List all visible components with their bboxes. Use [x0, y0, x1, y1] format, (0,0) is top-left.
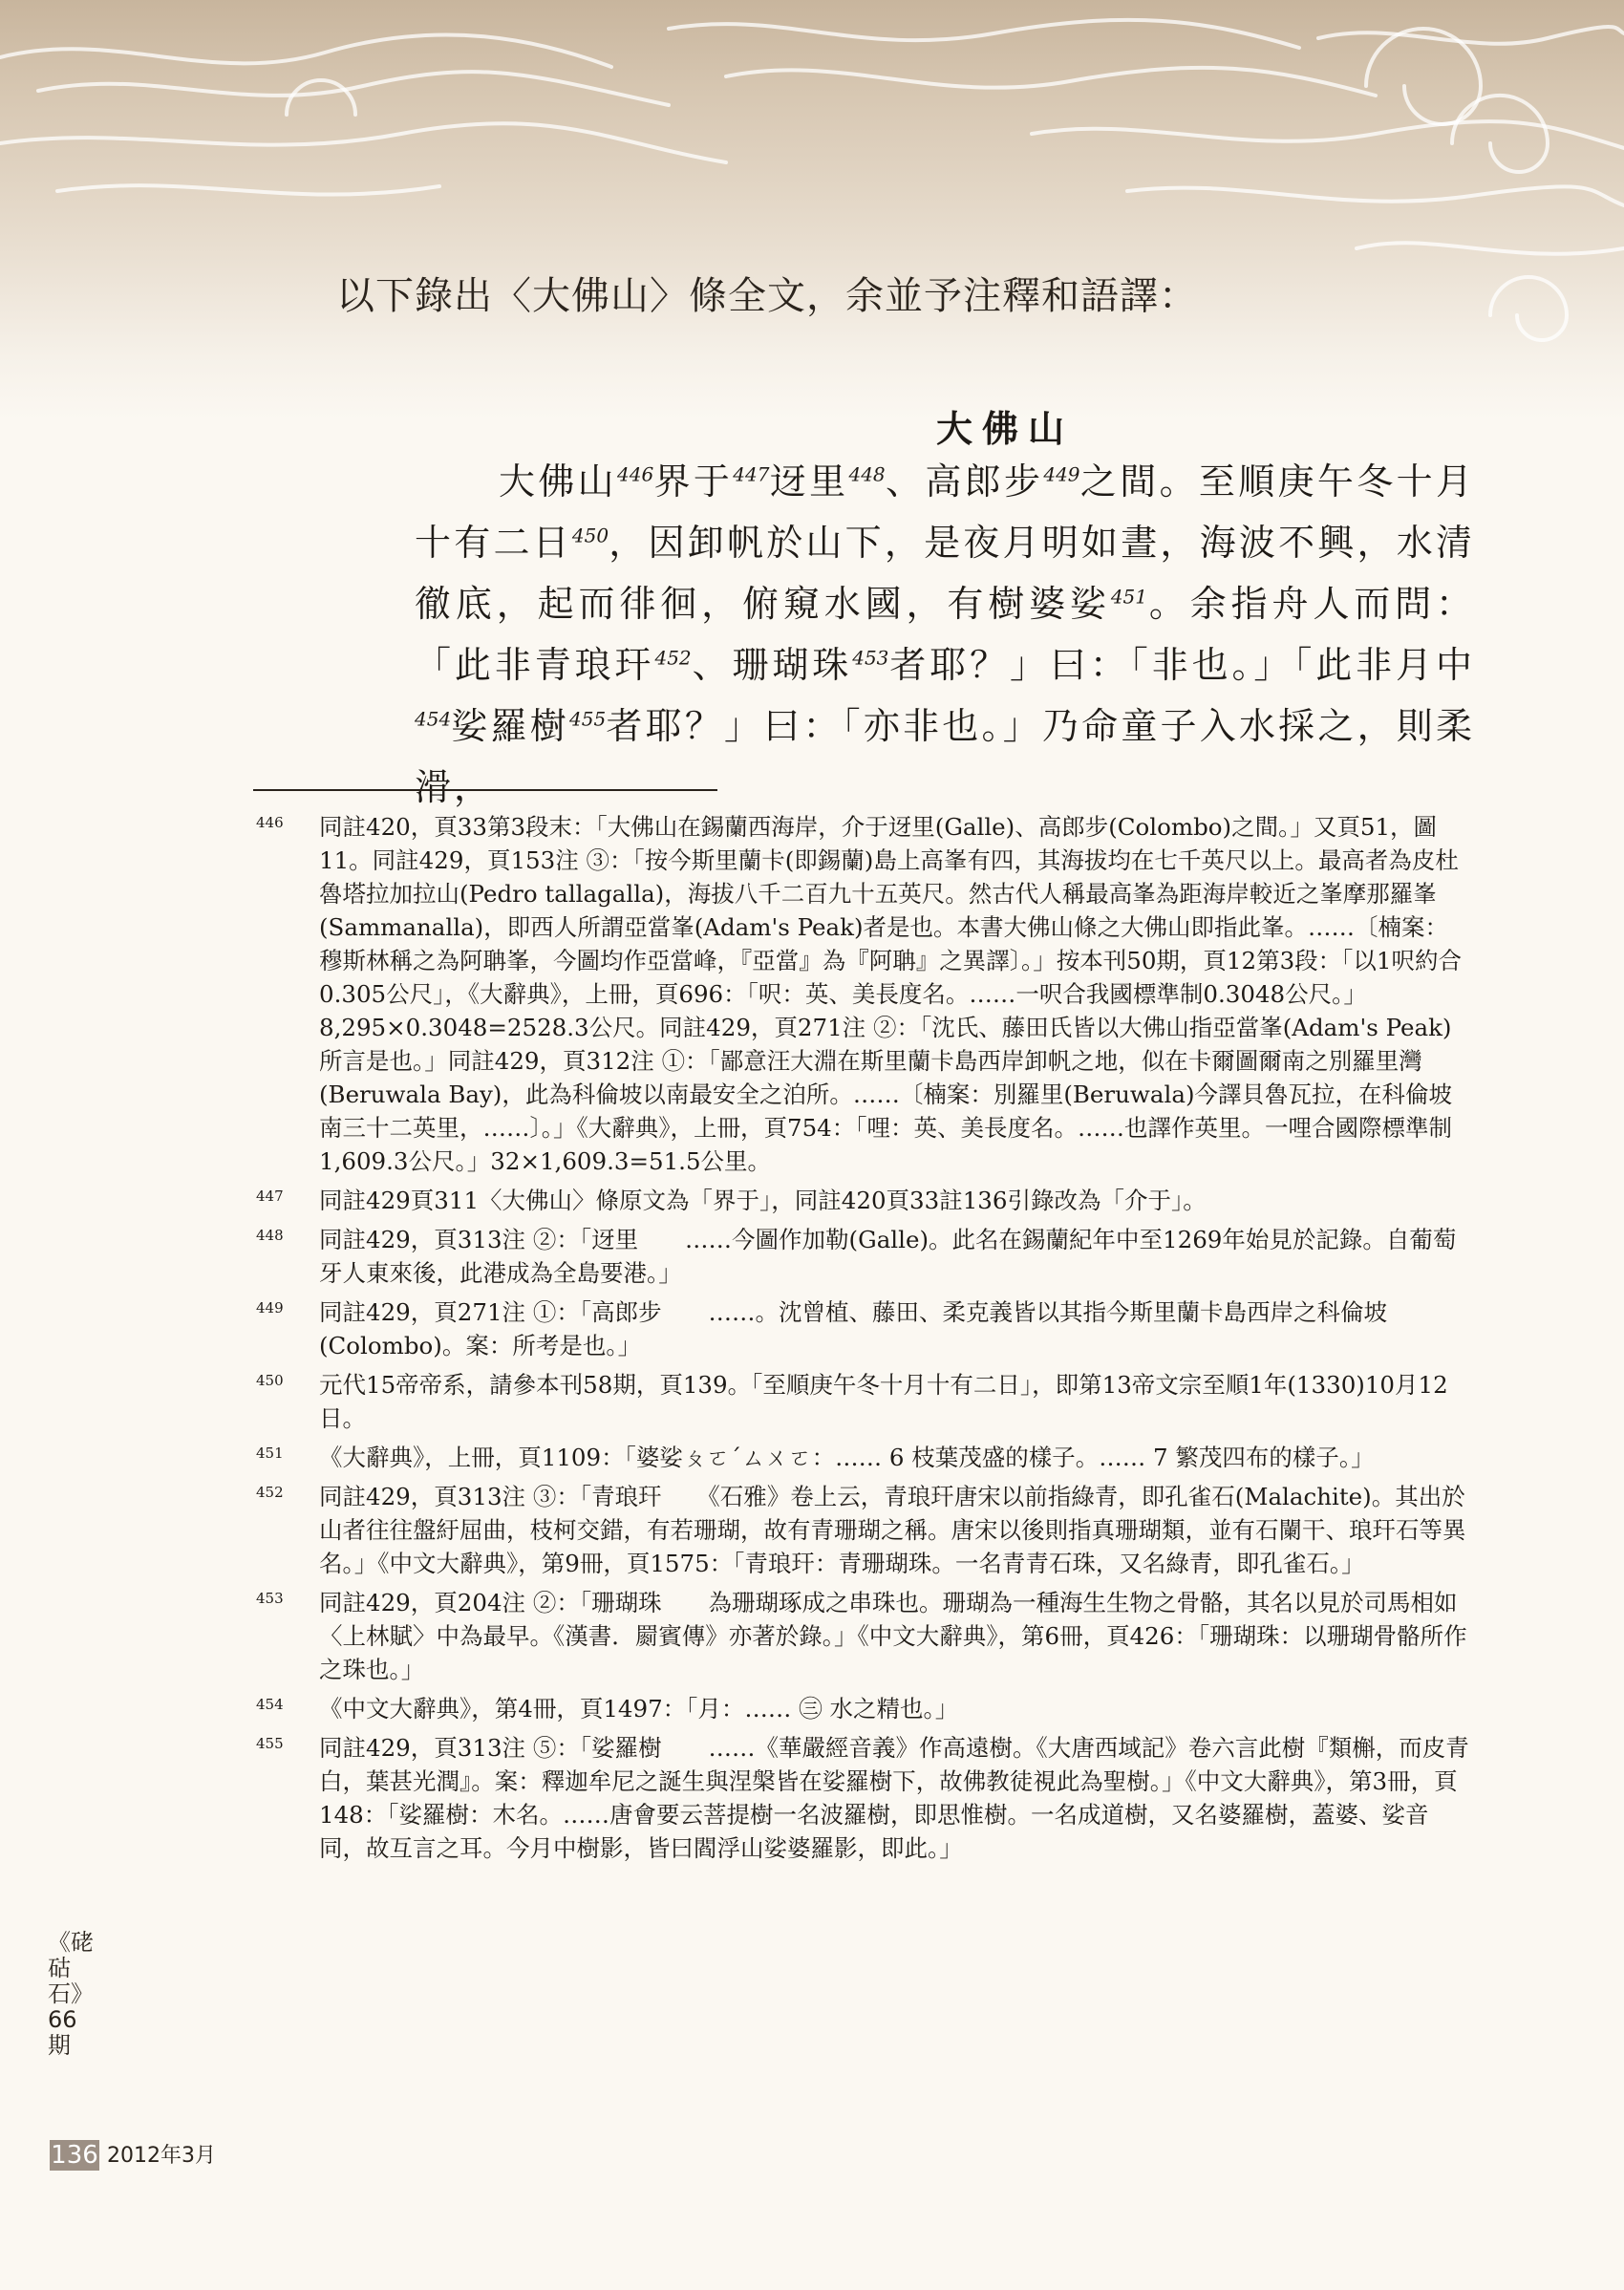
footnote-number: 451 — [256, 1445, 284, 1462]
journal-name: 《硓𥑮石》 — [48, 1929, 94, 2007]
footnote-ref: 455 — [569, 707, 607, 731]
footnote-number: 455 — [256, 1735, 284, 1752]
issue-date: 2012年3月 — [107, 2144, 216, 2168]
footnote-item — [256, 1441, 1469, 1474]
footnote-divider — [253, 789, 717, 791]
page-number: 136 — [51, 2141, 98, 2170]
footnote-item — [256, 1223, 1469, 1290]
footnote-ref: 453 — [852, 646, 889, 670]
footnotes-section — [256, 810, 1469, 1871]
footnote-ref: 449 — [1043, 462, 1080, 486]
footnote-ref: 450 — [571, 524, 609, 547]
footnote-number: 446 — [256, 814, 284, 831]
footnote-number: 454 — [256, 1696, 284, 1713]
passage-text: 者耶？」曰：「非也。」「此非月中 — [888, 644, 1475, 686]
footnote-text: 同註429，頁313注 ⑤：「娑羅樹 ……《華嚴經音義》作高遠樹。《大唐西域記》卷六言此樹『類槲，而皮青白，葉甚光潤』。案：釋迦牟尼之誕生與涅槃皆在娑羅樹下，故佛教徒視此為聖樹。」《中文大辭典》，第3冊，頁148：「娑羅樹：木名。……唐會要云菩提樹一名波羅樹，即思惟樹。一名成道樹，又名婆羅樹，蓋婆、娑音同，故互言之耳。今月中樹影，皆曰閻浮山娑婆羅影，即此。」 — [319, 1734, 1469, 1862]
footnote-ref: 451 — [1110, 585, 1148, 609]
passage-text: 迓里 — [769, 460, 849, 503]
footnote-ref: 454 — [415, 707, 452, 731]
footnote-number: 449 — [256, 1299, 284, 1316]
passage-text: 者耶？」曰：「亦非也。」乃命童子入水採之，則柔滑， — [415, 705, 1475, 808]
passage-text: 之間。至順庚午冬十月十有二日 — [415, 460, 1475, 564]
footnote-text: 《中文大辭典》，第4冊，頁1497：「月：…… ㊂ 水之精也。」 — [319, 1695, 959, 1723]
journal-sidebar — [48, 1929, 94, 2059]
passage-text: 、高郎步 — [885, 460, 1044, 503]
passage-text: 、珊瑚珠 — [691, 644, 853, 686]
footnote-text: 同註429，頁313注 ③：「青琅玕 《石雅》卷上云，青琅玕唐宋以前指綠青，即孔雀石(Malachite)。其出於山者往往盤紆屈曲，枝柯交錯，有若珊瑚，故有青珊瑚之稱。唐宋以後則指真珊瑚類，並有石闌干、琅玕石等異名。」《中文大辭典》，第9冊，頁1575：「青琅玕：青珊瑚珠。一名青青石珠，又名綠青，即孔雀石。」 — [319, 1483, 1466, 1577]
footnote-number: 447 — [256, 1188, 284, 1205]
footnote-text: 《大辭典》，上冊，頁1109：「婆娑ㄆㄛˊㄙㄨㄛ：…… 6 枝葉茂盛的樣子。…… 7 繁茂四布的樣子。」 — [319, 1444, 1375, 1471]
intro-sentence: 以下錄出〈大佛山〉條全文，余並予注釋和語譯： — [336, 274, 1198, 318]
footnote-ref: 447 — [733, 462, 770, 486]
footnote-item — [256, 810, 1469, 1178]
footnote-item — [256, 1184, 1469, 1217]
footnote-item — [256, 1295, 1469, 1362]
cloud-pattern-decoration — [0, 0, 1624, 420]
footnote-number: 450 — [256, 1372, 284, 1389]
footnote-text: 同註429頁311〈大佛山〉條原文為「界于」，同註420頁33註136引錄改為「介于」。 — [319, 1187, 1207, 1214]
passage-text: 。余指舟人而問：「此非青琅玕 — [415, 583, 1475, 686]
passage-text: 大佛山 — [499, 460, 618, 503]
footnote-item — [256, 1692, 1469, 1725]
main-passage-paragraph — [415, 451, 1475, 818]
footnote-text: 同註429，頁313注 ②：「迓里 ……今圖作加勒(Galle)。此名在錫蘭紀年中至1269年始見於記錄。自葡萄牙人東來後，此港成為全島要港。」 — [319, 1226, 1457, 1287]
section-title: 大佛山 — [936, 407, 1075, 450]
footnote-item — [256, 1731, 1469, 1865]
footnote-number: 453 — [256, 1590, 284, 1607]
footnote-text: 同註429，頁271注 ①：「高郎步 ……。沈曾植、藤田、柔克義皆以其指今斯里蘭卡島西岸之科倫坡(Colombo)。案：所考是也。」 — [319, 1298, 1388, 1359]
passage-text: 娑羅樹 — [451, 705, 570, 747]
footnote-number: 452 — [256, 1484, 284, 1501]
footnote-item — [256, 1586, 1469, 1686]
journal-issue: 66期 — [48, 2006, 77, 2059]
main-passage — [415, 451, 1475, 818]
footnote-number: 448 — [256, 1227, 284, 1244]
footnote-ref: 446 — [617, 462, 654, 486]
footnote-item — [256, 1480, 1469, 1580]
footnote-text: 元代15帝帝系，請參本刊58期，頁139。「至順庚午冬十月十有二日」，即第13帝文宗至順1年(1330)10月12日。 — [319, 1371, 1448, 1432]
passage-text: ，因卸帆於山下，是夜月明如晝，海波不興，水清徹底，起而徘徊，俯窺水國，有樹婆娑 — [415, 522, 1475, 625]
footnote-ref: 452 — [654, 646, 692, 670]
passage-text: 界于 — [653, 460, 734, 503]
footnote-item — [256, 1368, 1469, 1435]
footnote-text: 同註429，頁204注 ②：「珊瑚珠 為珊瑚琢成之串珠也。珊瑚為一種海生生物之骨骼，其名以見於司馬相如〈上林賦〉中為最早。《漢書．罽賓傳》亦著於錄。」《中文大辭典》，第6冊，頁426：「珊瑚珠：以珊瑚骨骼所作之珠也。」 — [319, 1589, 1467, 1683]
footnote-ref: 448 — [848, 462, 886, 486]
footnote-text: 同註420，頁33第3段末：「大佛山在錫蘭西海岸，介于迓里(Galle)、高郎步(Colombo)之間。」又頁51，圖11。同註429，頁153注 ③：「按今斯里蘭卡(即錫蘭)島上高峯有四，其海拔均在七千英尺以上。最高者為皮杜魯塔拉加拉山(Pedro tallagalla)，海拔八千二百九十五英尺。然古代人稱最高峯為距海岸較近之峯摩那羅峯(Sammanalla)，即西人所謂亞當峯(Adam's Peak)者是也。本書大佛山條之大佛山即指此峯。……〔楠案：穆斯林稱之為阿聃峯，今圖均作亞當峰，『亞當』為『阿聃』之異譯〕。」按本刊50期，頁12第3段：「以1呎約合0.305公尺」，《大辭典》，上冊，頁696：「呎：英、美長度名。……一呎合我國標準制0.3048公尺。」8,295×0.3048=2528.3公尺。同註429，頁271注 ②：「沈氏、藤田氏皆以大佛山指亞當峯(Adam's Peak)所言是也。」同註429，頁312注 ①：「鄙意汪大淵在斯里蘭卡島西岸卸帆之地，似在卡爾圖爾南之別羅里灣(Beruwala Bay)，此為科倫坡以南最安全之泊所。……〔楠案：別羅里(Beruwala)今譯貝魯瓦拉，在科倫坡南三十二英里，……〕。」《大辭典》，上冊，頁754：「哩：英、美長度名。……也譯作英里。一哩合國際標準制1,609.3公尺。」32×1,609.3=51.5公里。 — [319, 813, 1463, 1175]
